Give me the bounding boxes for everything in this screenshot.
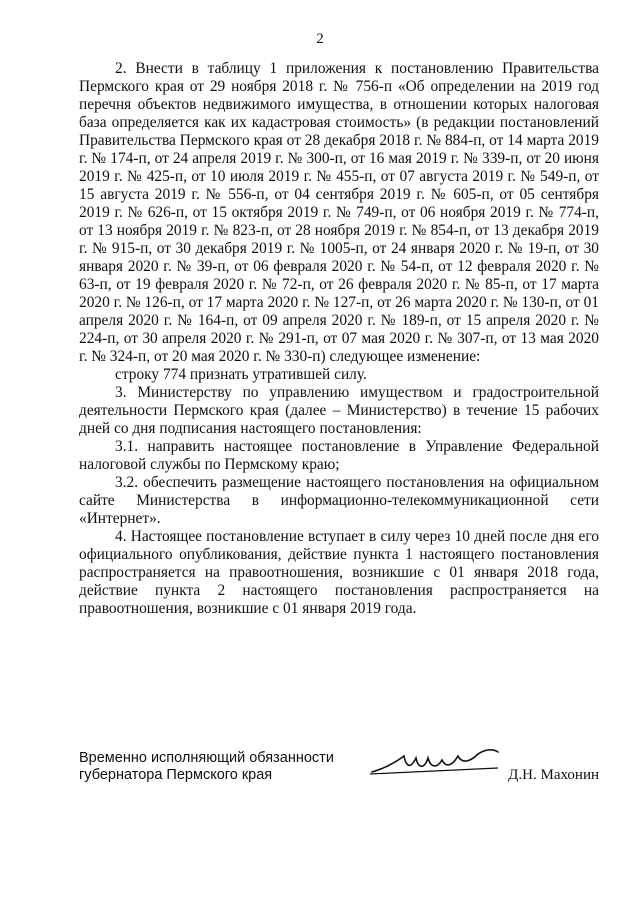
page-number: 2 <box>316 31 324 47</box>
paragraph-line-774: строку 774 признать утратившей силу. <box>115 366 367 383</box>
paragraph-item-3-1: 3.1. направить настоящее постановление в Управление Федеральной налоговой службы по Пермскому краю; <box>79 438 599 473</box>
signatory-title <box>79 750 359 784</box>
handwritten-signature <box>366 744 506 784</box>
paragraph-item-3-2: 3.2. обеспечить размещение настоящего постановления на официальном сайте Министерства в информационно-телекоммуникационной сети «Интернет». <box>79 474 599 527</box>
signatory-title-line1: Временно исполняющий обязанности <box>79 750 334 766</box>
paragraph-item-3: 3. Министерству по управлению имуществом и градостроительной деятельности Пермского края (далее – Министерство) в течение 15 рабочих дней со дня подписания настоящего постановления: <box>79 384 599 437</box>
paragraph-item-2: 2. Внести в таблицу 1 приложения к постановлению Правительства Пермского края от 29 ноября 2018 г. № 756-п «Об определении на 2019 год перечня объектов недвижимого имущества, в отношении которых налоговая база определяется как их кадастровая стоимость» (в редакции постановлений Правительства Пермского края от 28 декабря 2018 г. № 884-п, от 14 марта 2019 г. № 174-п, от 24 апреля 2019 г. № 300-п, от 16 мая 2019 г. № 339-п, от 20 июня 2019 г. № 425-п, от 10 июля 2019 г. № 455-п, от 07 августа 2019 г. № 549-п, от 15 августа 2019 г. № 556-п, от 04 сентября 2019 г. № 605-п, от 05 сентября 2019 г. № 626-п, от 15 октября 2019 г. № 749-п, от 06 ноября 2019 г. № 774-п, от 13 ноября 2019 г. № 823-п, от 28 ноября 2019 г. № 854-п, от 13 декабря 2019 г. № 915-п, от 30 декабря 2019 г. № 1005-п, от 24 января 2020 г. № 19-п, от 30 января 2020 г. № 39-п, от 06 февраля 2020 г. № 54-п, от 12 февраля 2020 г. № 63-п, от 19 февраля 2020 г. № 72-п, от 26 февраля 2020 г. № 85-п, от 17 марта 2020 г. № 126-п, от 17 марта 2020 г. № 127-п, от 26 марта 2020 г. № 130-п, от 01 апреля 2020 г. № 164-п, от 09 апреля 2020 г. № 189-п, от 15 апреля 2020 г. № 224-п, от 30 апреля 2020 г. № 291-п, от 07 мая 2020 г. № 307-п, от 13 мая 2020 г. № 324-п, от 20 мая 2020 г. № 330-п) следующее изменение: <box>79 60 599 365</box>
signatory-title-line2: губернатора Пермского края <box>79 767 273 783</box>
signatory-name: Д.Н. Махонин <box>508 767 599 783</box>
paragraph-item-4: 4. Настоящее постановление вступает в силу через 10 дней после дня его официального опубликования, действие пункта 1 настоящего постановления распространяется на правоотношения, возникшие с 01 января 2018 года, действие пункта 2 настоящего постановления распространяется на правоотношения, возникшие с 01 января 2019 года. <box>79 528 599 617</box>
signature-block <box>79 750 599 790</box>
document-body <box>79 60 599 618</box>
